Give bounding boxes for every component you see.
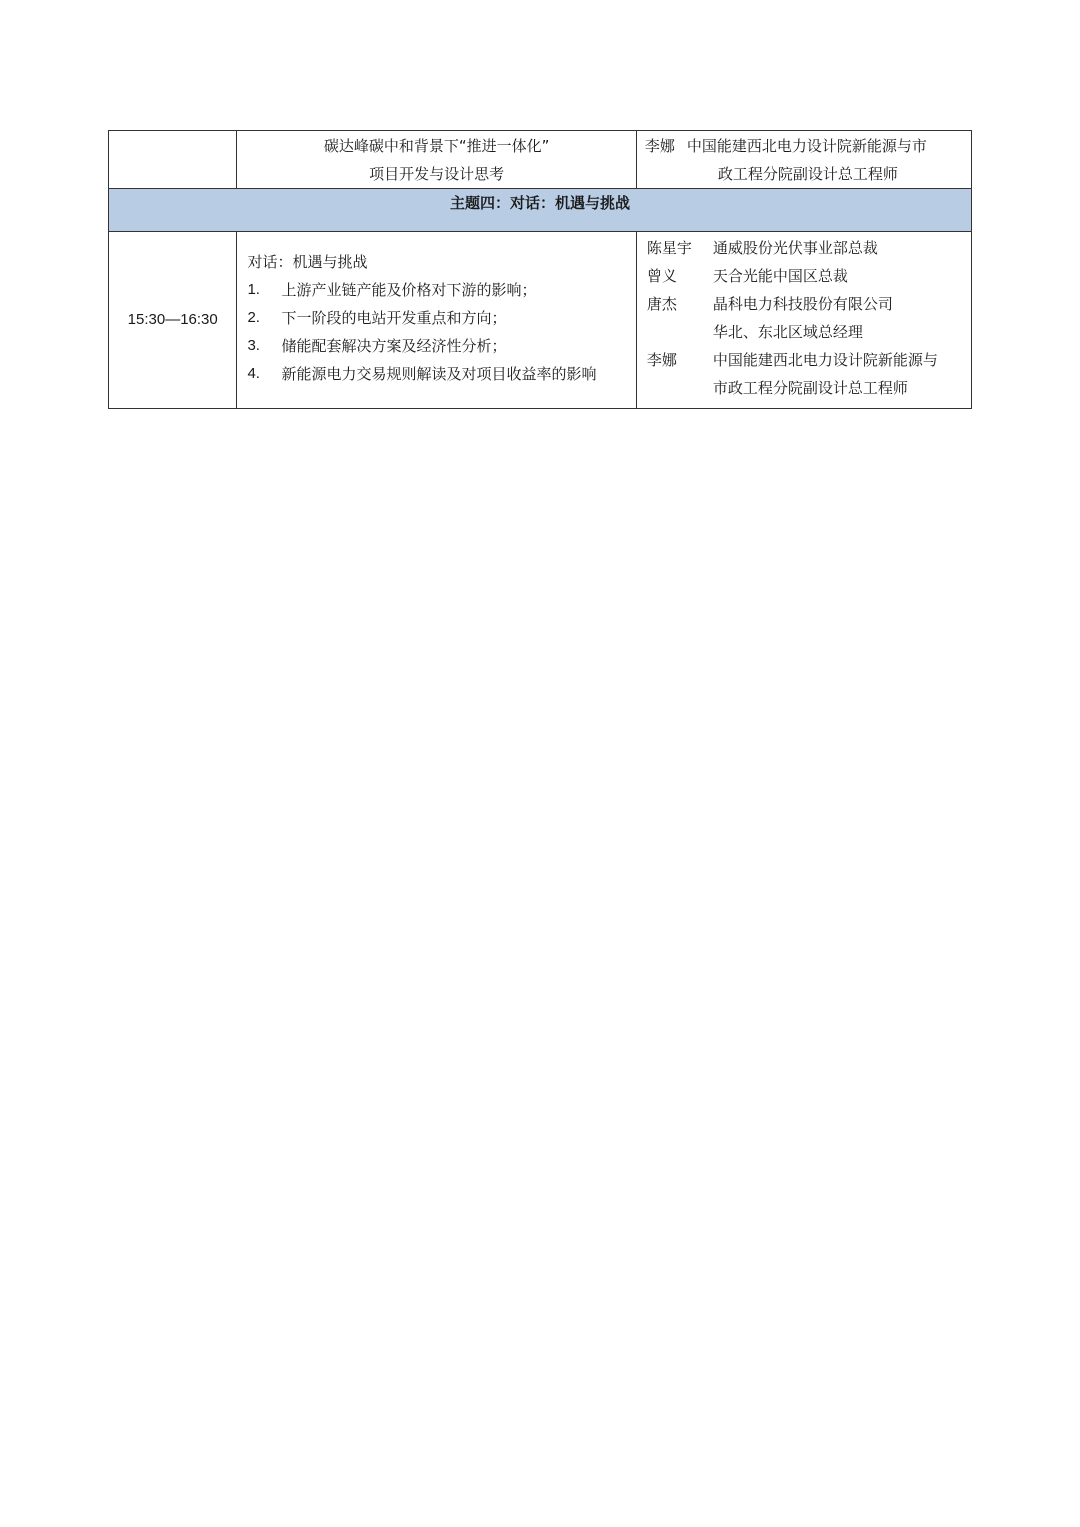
table-row-session3 — [109, 131, 972, 189]
list-item — [247, 276, 627, 304]
theme4-label: 主题四：对话：机遇与挑战 — [109, 189, 972, 232]
speaker-entry-continuation — [647, 374, 965, 402]
speaker-name: 曾义 — [646, 267, 677, 285]
list-item — [247, 304, 627, 332]
list-item-number: 2. — [247, 309, 260, 326]
session3-topic-cell — [237, 131, 636, 189]
speaker-entry — [647, 234, 965, 262]
speaker-title-line2: 市政工程分院副设计总工程师 — [712, 379, 908, 397]
session3-speaker-cell — [636, 131, 971, 189]
list-item-number: 1. — [247, 281, 260, 298]
session3-topic-line2: 项目开发与设计思考 — [369, 165, 505, 183]
session4-topic-cell — [237, 232, 636, 409]
list-item-text: 上游产业链产能及价格对下游的影响； — [281, 281, 537, 299]
agenda-table — [108, 130, 972, 409]
table-row-session4 — [109, 232, 972, 409]
session3-time-cell — [109, 131, 237, 189]
theme-header-row — [109, 189, 972, 232]
speaker-title-line2: 华北、东北区域总经理 — [712, 323, 863, 341]
session3-topic-line1: 碳达峰碳中和背景下“推进一体化” — [323, 137, 550, 155]
speaker-entry — [647, 262, 965, 290]
list-item — [247, 332, 627, 360]
session3-speaker-name: 李娜 — [644, 137, 675, 155]
speaker-title: 通威股份光伏事业部总裁 — [712, 239, 878, 257]
list-item — [247, 360, 627, 388]
list-item-number: 4. — [247, 365, 260, 382]
session4-topic-title: 对话：机遇与挑战 — [247, 253, 368, 271]
speaker-name: 陈星宇 — [646, 239, 692, 257]
speaker-title: 中国能建西北电力设计院新能源与 — [712, 351, 938, 369]
speaker-title: 天合光能中国区总裁 — [712, 267, 848, 285]
session3-speaker-title-line2: 政工程分院副设计总工程师 — [717, 165, 898, 183]
session4-time-cell: 15:30—16:30 — [109, 232, 237, 409]
list-item-text: 下一阶段的电站开发重点和方向； — [281, 309, 507, 327]
speaker-name: 唐杰 — [646, 295, 677, 313]
list-item-text: 新能源电力交易规则解读及对项目收益率的影响 — [281, 365, 597, 383]
session4-speaker-cell — [636, 232, 971, 409]
list-item-number: 3. — [247, 337, 260, 354]
speaker-entry — [647, 290, 965, 318]
speaker-entry — [647, 346, 965, 374]
session3-speaker-title-line1: 中国能建西北电力设计院新能源与市 — [686, 137, 927, 155]
speaker-entry-continuation — [647, 318, 965, 346]
speaker-title: 晶科电力科技股份有限公司 — [712, 295, 893, 313]
list-item-text: 储能配套解决方案及经济性分析； — [281, 337, 507, 355]
speaker-name: 李娜 — [646, 351, 677, 369]
